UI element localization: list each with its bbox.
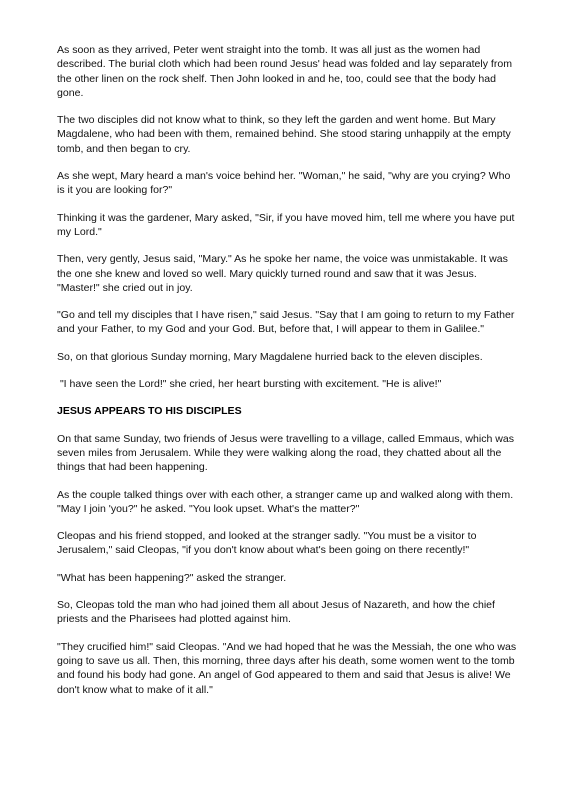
paragraph-mary-hears-voice: As she wept, Mary heard a man's voice behind her. "Woman," he said, "why are you crying? Who is it you are looking for?" <box>57 170 511 197</box>
section-heading: JESUS APPEARS TO HIS DISCIPLES <box>57 405 242 418</box>
paragraph-what-happening: "What has been happening?" asked the stranger. <box>57 571 287 584</box>
paragraph-road-to-emmaus: On that same Sunday, two friends of Jesus were travelling to a village, called Emmaus, which was seven miles from Jerusalem. While they were walking along the road, they chatted about all the things that had been happening. <box>57 432 515 474</box>
paragraph-gardener: Thinking it was the gardener, Mary asked, "Sir, if you have moved him, tell me where you have put my Lord." <box>57 211 515 238</box>
paragraph-stranger-joins: As the couple talked things over with each other, a stranger came up and walked along with them. "May I join 'you?" he asked. "You look upset. What's the matter?" <box>57 488 514 515</box>
paragraph-cleopas-replies: Cleopas and his friend stopped, and looked at the stranger sadly. "You must be a visitor to Jerusalem," said Cleopas, "if you don't know about what's been going on there recently!" <box>57 530 477 557</box>
paragraph-peter-enters-tomb: As soon as they arrived, Peter went straight into the tomb. It was all just as the women had described. The burial cloth which had been round Jesus' head was folded and lay separately from the other linen on the rock shelf. Then John looked in and he, too, could see that the body had gone. <box>57 44 513 99</box>
paragraph-go-tell-disciples: "Go and tell my disciples that I have risen," said Jesus. "Say that I am going to return to my Father and your Father, to my God and your God. But, before that, I will appear to them in Galilee." <box>57 309 515 336</box>
paragraph-jesus-says-mary: Then, very gently, Jesus said, "Mary." As he spoke her name, the voice was unmistakable. It was the one she knew and loved so well. Mary quickly turned round and saw that it was Jesus. "Master!" she cried out in joy. <box>57 253 508 294</box>
paragraph-seen-the-lord: "I have seen the Lord!" she cried, her heart bursting with excitement. "He is alive!" <box>57 378 442 391</box>
document-body <box>57 43 519 710</box>
paragraph-they-crucified-him: "They crucified him!" said Cleopas. "And we had hoped that he was the Messiah, the one who was going to save us all. Then, this morning, three days after his death, some women went to the tomb and found his body had gone. An angel of God appeared to them and said that Jesus is alive! We don't know what to make of it all." <box>57 640 517 696</box>
paragraph-disciples-leave: The two disciples did not know what to think, so they left the garden and went home. But Mary Magdalene, who had been with them, remained behind. She stood staring unhappily at the empty tomb, and then began to cry. <box>57 114 511 155</box>
paragraph-mary-hurries-back: So, on that glorious Sunday morning, Mary Magdalene hurried back to the eleven disciples. <box>57 350 483 363</box>
paragraph-cleopas-tells: So, Cleopas told the man who had joined them all about Jesus of Nazareth, and how the chief priests and the Pharisees had plotted against him. <box>57 599 495 626</box>
